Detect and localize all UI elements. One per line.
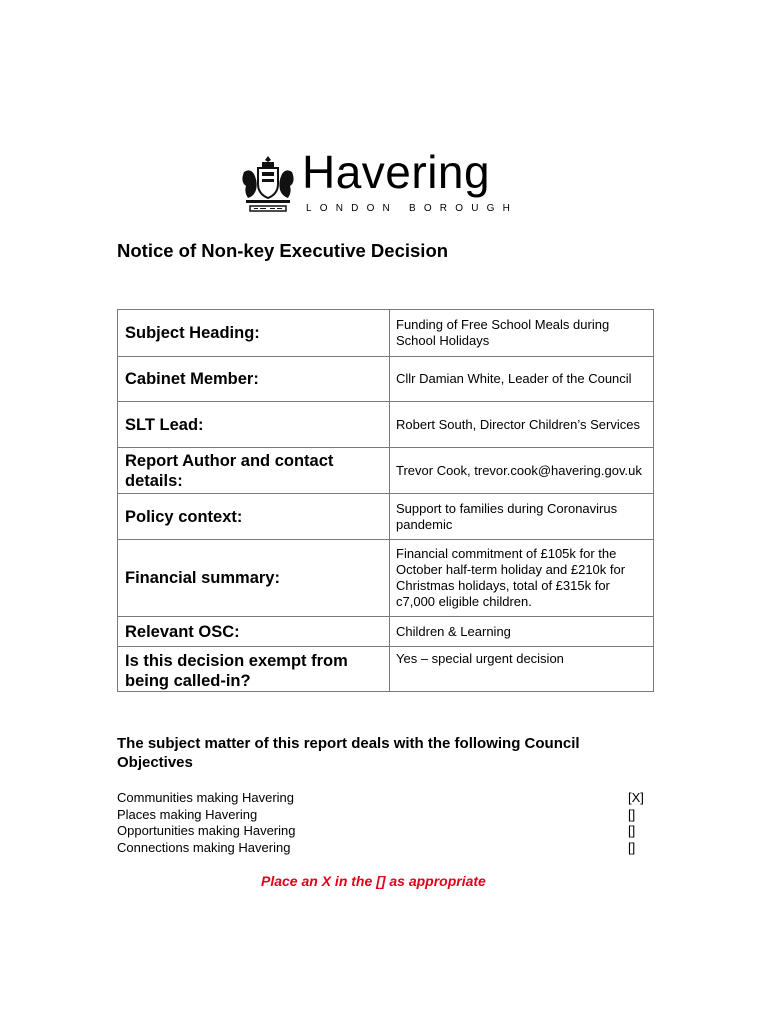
row-label: Subject Heading: [118, 310, 390, 357]
table-row [118, 448, 654, 494]
logo-subtitle: LONDON BOROUGH [306, 203, 519, 214]
list-item [117, 840, 652, 857]
objective-label: Connections making Havering [117, 839, 291, 855]
row-label: Cabinet Member: [118, 357, 390, 402]
row-label: Policy context: [118, 494, 390, 540]
objective-label: Communities making Havering [117, 790, 295, 805]
row-value: Trevor Cook, trevor.cook@havering.gov.uk [390, 448, 654, 494]
row-value: Support to families during Coronavirus pandemic [390, 494, 654, 540]
objective-checkbox: [] [628, 823, 636, 838]
havering-logo [240, 146, 525, 220]
row-value: Financial commitment of £105k for the October half-term holiday and £210k for Christmas holidays, total of £315k for c7,000 eligible children. [390, 540, 654, 617]
objective-checkbox: [] [628, 806, 636, 822]
objectives-heading: The subject matter of this report deals with the following Council Objectives [117, 735, 580, 771]
table-row [118, 310, 654, 357]
row-label: SLT Lead: [118, 402, 390, 448]
objective-checkbox: [X] [628, 790, 644, 805]
row-label: Financial summary: [118, 540, 390, 617]
row-value: Yes – special urgent decision [390, 647, 654, 692]
page-title: Notice of Non-key Executive Decision [117, 240, 449, 261]
objective-checkbox: [] [628, 839, 636, 855]
list-item [117, 790, 652, 807]
row-label: Report Author and contact details: [118, 448, 390, 494]
list-item [117, 807, 652, 824]
table-row [118, 494, 654, 540]
row-value: Children & Learning [390, 617, 654, 647]
decision-details-table [117, 309, 654, 692]
list-item [117, 823, 652, 840]
borough-crest-icon [240, 154, 296, 218]
row-value: Funding of Free School Meals during School Holidays [390, 310, 654, 357]
table-row [118, 647, 654, 692]
logo-wordmark: Havering [302, 146, 491, 198]
row-label: Relevant OSC: [118, 617, 390, 647]
table-row [118, 617, 654, 647]
table-row [118, 357, 654, 402]
row-value: Cllr Damian White, Leader of the Council [390, 357, 654, 402]
row-value: Robert South, Director Children’s Services [390, 402, 654, 448]
objective-label: Opportunities making Havering [117, 823, 296, 838]
objective-label: Places making Havering [117, 806, 258, 822]
table-row [118, 402, 654, 448]
instruction-note: Place an X in the [] as appropriate [261, 873, 486, 889]
row-label: Is this decision exempt from being called-in? [118, 647, 390, 692]
table-row [118, 540, 654, 617]
objectives-list [117, 790, 652, 856]
